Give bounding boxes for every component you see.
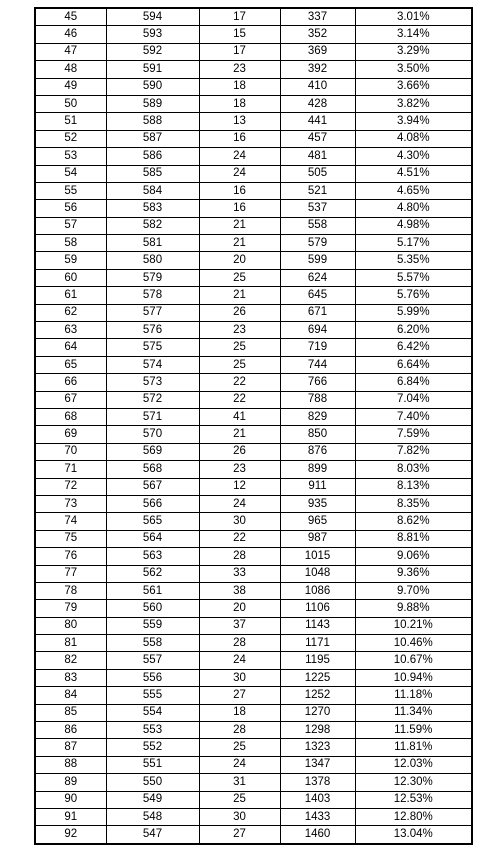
percent-cell: 11.34% (355, 704, 472, 721)
count-cell: 28 (199, 548, 280, 565)
score-cell: 579 (106, 269, 199, 286)
table-row (35, 43, 472, 60)
percent-cell: 3.14% (355, 26, 472, 43)
percent-cell: 11.81% (355, 739, 472, 756)
table-row (35, 548, 472, 565)
rank-cell: 62 (35, 304, 106, 321)
rank-cell: 76 (35, 548, 106, 565)
percent-cell: 7.59% (355, 426, 472, 443)
count-cell: 21 (199, 235, 280, 252)
count-cell: 31 (199, 774, 280, 791)
score-cell: 569 (106, 443, 199, 460)
table-row (35, 617, 472, 634)
percent-cell: 10.21% (355, 617, 472, 634)
cumulative-cell: 987 (280, 530, 355, 547)
cumulative-cell: 744 (280, 356, 355, 373)
table-row (35, 95, 472, 112)
rank-cell: 75 (35, 530, 106, 547)
score-cell: 566 (106, 495, 199, 512)
rank-cell: 89 (35, 774, 106, 791)
rank-cell: 71 (35, 461, 106, 478)
score-cell: 558 (106, 635, 199, 652)
count-cell: 21 (199, 287, 280, 304)
rank-cell: 85 (35, 704, 106, 721)
cumulative-cell: 876 (280, 443, 355, 460)
count-cell: 24 (199, 148, 280, 165)
data-table (34, 7, 473, 845)
percent-cell: 8.62% (355, 513, 472, 530)
percent-cell: 7.04% (355, 391, 472, 408)
cumulative-cell: 850 (280, 426, 355, 443)
rank-cell: 67 (35, 391, 106, 408)
count-cell: 28 (199, 635, 280, 652)
percent-cell: 5.35% (355, 252, 472, 269)
rank-cell: 63 (35, 322, 106, 339)
count-cell: 16 (199, 200, 280, 217)
count-cell: 18 (199, 95, 280, 112)
rank-cell: 86 (35, 722, 106, 739)
cumulative-cell: 1143 (280, 617, 355, 634)
score-cell: 568 (106, 461, 199, 478)
score-cell: 582 (106, 217, 199, 234)
table-row (35, 78, 472, 95)
count-cell: 20 (199, 252, 280, 269)
cumulative-cell: 1171 (280, 635, 355, 652)
rank-cell: 49 (35, 78, 106, 95)
score-cell: 581 (106, 235, 199, 252)
cumulative-cell: 1378 (280, 774, 355, 791)
cumulative-cell: 671 (280, 304, 355, 321)
percent-cell: 3.94% (355, 113, 472, 130)
percent-cell: 10.46% (355, 635, 472, 652)
count-cell: 41 (199, 408, 280, 425)
cumulative-cell: 521 (280, 182, 355, 199)
count-cell: 26 (199, 443, 280, 460)
rank-cell: 81 (35, 635, 106, 652)
score-cell: 586 (106, 148, 199, 165)
count-cell: 27 (199, 687, 280, 704)
percent-cell: 4.65% (355, 182, 472, 199)
count-cell: 16 (199, 182, 280, 199)
rank-cell: 82 (35, 652, 106, 669)
rank-cell: 69 (35, 426, 106, 443)
rank-cell: 54 (35, 165, 106, 182)
percent-cell: 3.50% (355, 61, 472, 78)
cumulative-cell: 599 (280, 252, 355, 269)
count-cell: 24 (199, 756, 280, 773)
percent-cell: 6.84% (355, 374, 472, 391)
cumulative-cell: 1195 (280, 652, 355, 669)
score-cell: 585 (106, 165, 199, 182)
score-cell: 591 (106, 61, 199, 78)
table-row (35, 704, 472, 721)
count-cell: 30 (199, 669, 280, 686)
table-body (35, 8, 472, 844)
cumulative-cell: 1347 (280, 756, 355, 773)
percent-cell: 4.98% (355, 217, 472, 234)
cumulative-cell: 1252 (280, 687, 355, 704)
count-cell: 26 (199, 304, 280, 321)
percent-cell: 13.04% (355, 826, 472, 844)
percent-cell: 5.17% (355, 235, 472, 252)
score-cell: 587 (106, 130, 199, 147)
table-row (35, 600, 472, 617)
score-cell: 563 (106, 548, 199, 565)
table-row (35, 374, 472, 391)
table-row (35, 565, 472, 582)
table-row (35, 26, 472, 43)
count-cell: 28 (199, 722, 280, 739)
table-row (35, 217, 472, 234)
table-row (35, 356, 472, 373)
table-row (35, 200, 472, 217)
rank-cell: 70 (35, 443, 106, 460)
cumulative-cell: 899 (280, 461, 355, 478)
percent-cell: 9.70% (355, 582, 472, 599)
percent-cell: 9.06% (355, 548, 472, 565)
cumulative-cell: 935 (280, 495, 355, 512)
table-row (35, 235, 472, 252)
cumulative-cell: 645 (280, 287, 355, 304)
score-cell: 576 (106, 322, 199, 339)
percent-cell: 10.94% (355, 669, 472, 686)
table-row (35, 652, 472, 669)
rank-cell: 65 (35, 356, 106, 373)
cumulative-cell: 1298 (280, 722, 355, 739)
score-cell: 560 (106, 600, 199, 617)
cumulative-cell: 1086 (280, 582, 355, 599)
count-cell: 21 (199, 426, 280, 443)
cumulative-cell: 457 (280, 130, 355, 147)
table-row (35, 443, 472, 460)
rank-cell: 61 (35, 287, 106, 304)
rank-cell: 48 (35, 61, 106, 78)
percent-cell: 4.80% (355, 200, 472, 217)
table-row (35, 461, 472, 478)
score-cell: 552 (106, 739, 199, 756)
percent-cell: 4.30% (355, 148, 472, 165)
score-cell: 578 (106, 287, 199, 304)
rank-cell: 66 (35, 374, 106, 391)
percent-cell: 8.13% (355, 478, 472, 495)
table-row (35, 687, 472, 704)
score-cell: 577 (106, 304, 199, 321)
table-row (35, 478, 472, 495)
table-row (35, 530, 472, 547)
percent-cell: 3.66% (355, 78, 472, 95)
percent-cell: 7.40% (355, 408, 472, 425)
score-cell: 551 (106, 756, 199, 773)
cumulative-cell: 1270 (280, 704, 355, 721)
table-row (35, 61, 472, 78)
cumulative-cell: 829 (280, 408, 355, 425)
count-cell: 18 (199, 78, 280, 95)
table-row (35, 165, 472, 182)
score-cell: 572 (106, 391, 199, 408)
percent-cell: 8.81% (355, 530, 472, 547)
percent-cell: 4.51% (355, 165, 472, 182)
count-cell: 24 (199, 652, 280, 669)
rank-cell: 58 (35, 235, 106, 252)
table-row (35, 269, 472, 286)
cumulative-cell: 1323 (280, 739, 355, 756)
cumulative-cell: 788 (280, 391, 355, 408)
percent-cell: 5.76% (355, 287, 472, 304)
cumulative-cell: 428 (280, 95, 355, 112)
score-cell: 589 (106, 95, 199, 112)
score-cell: 580 (106, 252, 199, 269)
table-row (35, 808, 472, 825)
rank-cell: 57 (35, 217, 106, 234)
count-cell: 33 (199, 565, 280, 582)
cumulative-cell: 911 (280, 478, 355, 495)
rank-cell: 79 (35, 600, 106, 617)
rank-cell: 68 (35, 408, 106, 425)
cumulative-cell: 579 (280, 235, 355, 252)
percent-cell: 6.64% (355, 356, 472, 373)
rank-cell: 60 (35, 269, 106, 286)
count-cell: 23 (199, 61, 280, 78)
rank-cell: 84 (35, 687, 106, 704)
count-cell: 17 (199, 8, 280, 26)
count-cell: 25 (199, 356, 280, 373)
count-cell: 30 (199, 513, 280, 530)
score-cell: 573 (106, 374, 199, 391)
rank-cell: 77 (35, 565, 106, 582)
percent-cell: 11.59% (355, 722, 472, 739)
cumulative-cell: 1106 (280, 600, 355, 617)
score-cell: 547 (106, 826, 199, 844)
cumulative-cell: 337 (280, 8, 355, 26)
percent-cell: 8.35% (355, 495, 472, 512)
percent-cell: 9.88% (355, 600, 472, 617)
cumulative-cell: 1048 (280, 565, 355, 582)
cumulative-cell: 766 (280, 374, 355, 391)
percent-cell: 12.03% (355, 756, 472, 773)
table-row (35, 322, 472, 339)
score-cell: 567 (106, 478, 199, 495)
cumulative-cell: 481 (280, 148, 355, 165)
rank-cell: 53 (35, 148, 106, 165)
rank-cell: 72 (35, 478, 106, 495)
table-row (35, 495, 472, 512)
score-cell: 553 (106, 722, 199, 739)
percent-cell: 3.82% (355, 95, 472, 112)
percent-cell: 12.53% (355, 791, 472, 808)
rank-cell: 74 (35, 513, 106, 530)
rank-cell: 87 (35, 739, 106, 756)
table-row (35, 8, 472, 26)
count-cell: 38 (199, 582, 280, 599)
score-cell: 561 (106, 582, 199, 599)
rank-cell: 50 (35, 95, 106, 112)
score-cell: 571 (106, 408, 199, 425)
score-cell: 590 (106, 78, 199, 95)
rank-cell: 90 (35, 791, 106, 808)
count-cell: 37 (199, 617, 280, 634)
percent-cell: 12.30% (355, 774, 472, 791)
cumulative-cell: 1015 (280, 548, 355, 565)
score-cell: 564 (106, 530, 199, 547)
rank-cell: 88 (35, 756, 106, 773)
cumulative-cell: 1433 (280, 808, 355, 825)
rank-cell: 51 (35, 113, 106, 130)
table-row (35, 791, 472, 808)
cumulative-cell: 558 (280, 217, 355, 234)
table-row (35, 113, 472, 130)
rank-cell: 47 (35, 43, 106, 60)
rank-cell: 80 (35, 617, 106, 634)
score-cell: 593 (106, 26, 199, 43)
count-cell: 17 (199, 43, 280, 60)
table-row (35, 635, 472, 652)
percent-cell: 5.57% (355, 269, 472, 286)
score-cell: 583 (106, 200, 199, 217)
count-cell: 25 (199, 791, 280, 808)
rank-cell: 73 (35, 495, 106, 512)
rank-cell: 52 (35, 130, 106, 147)
rank-cell: 78 (35, 582, 106, 599)
score-cell: 570 (106, 426, 199, 443)
table-row (35, 408, 472, 425)
count-cell: 22 (199, 391, 280, 408)
table-row (35, 391, 472, 408)
score-cell: 592 (106, 43, 199, 60)
cumulative-cell: 441 (280, 113, 355, 130)
table-row (35, 426, 472, 443)
cumulative-cell: 537 (280, 200, 355, 217)
cumulative-cell: 369 (280, 43, 355, 60)
rank-cell: 45 (35, 8, 106, 26)
table-row (35, 304, 472, 321)
score-cell: 562 (106, 565, 199, 582)
cumulative-cell: 1225 (280, 669, 355, 686)
count-cell: 20 (199, 600, 280, 617)
count-cell: 24 (199, 165, 280, 182)
cumulative-cell: 1403 (280, 791, 355, 808)
percent-cell: 5.99% (355, 304, 472, 321)
table-row (35, 148, 472, 165)
percent-cell: 6.20% (355, 322, 472, 339)
count-cell: 23 (199, 461, 280, 478)
cumulative-cell: 505 (280, 165, 355, 182)
table-row (35, 826, 472, 844)
count-cell: 23 (199, 322, 280, 339)
count-cell: 25 (199, 739, 280, 756)
score-cell: 556 (106, 669, 199, 686)
cumulative-cell: 624 (280, 269, 355, 286)
count-cell: 25 (199, 339, 280, 356)
score-cell: 588 (106, 113, 199, 130)
table-row (35, 339, 472, 356)
percent-cell: 11.18% (355, 687, 472, 704)
percent-cell: 3.01% (355, 8, 472, 26)
count-cell: 16 (199, 130, 280, 147)
count-cell: 24 (199, 495, 280, 512)
score-cell: 559 (106, 617, 199, 634)
percent-cell: 3.29% (355, 43, 472, 60)
score-cell: 557 (106, 652, 199, 669)
table-row (35, 182, 472, 199)
percent-cell: 4.08% (355, 130, 472, 147)
score-cell: 548 (106, 808, 199, 825)
rank-cell: 56 (35, 200, 106, 217)
table-row (35, 722, 472, 739)
rank-cell: 46 (35, 26, 106, 43)
rank-cell: 83 (35, 669, 106, 686)
percent-cell: 7.82% (355, 443, 472, 460)
score-cell: 594 (106, 8, 199, 26)
table-row (35, 774, 472, 791)
count-cell: 22 (199, 374, 280, 391)
table-row (35, 669, 472, 686)
score-cell: 574 (106, 356, 199, 373)
score-cell: 575 (106, 339, 199, 356)
rank-cell: 91 (35, 808, 106, 825)
rank-cell: 55 (35, 182, 106, 199)
score-cell: 550 (106, 774, 199, 791)
rank-cell: 92 (35, 826, 106, 844)
count-cell: 13 (199, 113, 280, 130)
table-row (35, 513, 472, 530)
count-cell: 30 (199, 808, 280, 825)
percent-cell: 9.36% (355, 565, 472, 582)
percent-cell: 6.42% (355, 339, 472, 356)
score-cell: 549 (106, 791, 199, 808)
score-cell: 554 (106, 704, 199, 721)
percent-cell: 12.80% (355, 808, 472, 825)
cumulative-cell: 719 (280, 339, 355, 356)
count-cell: 21 (199, 217, 280, 234)
percent-cell: 8.03% (355, 461, 472, 478)
count-cell: 22 (199, 530, 280, 547)
table-row (35, 287, 472, 304)
percent-cell: 10.67% (355, 652, 472, 669)
score-cell: 584 (106, 182, 199, 199)
table-row (35, 739, 472, 756)
rank-cell: 64 (35, 339, 106, 356)
score-cell: 555 (106, 687, 199, 704)
cumulative-cell: 352 (280, 26, 355, 43)
table-row (35, 582, 472, 599)
cumulative-cell: 965 (280, 513, 355, 530)
cumulative-cell: 392 (280, 61, 355, 78)
count-cell: 27 (199, 826, 280, 844)
cumulative-cell: 1460 (280, 826, 355, 844)
cumulative-cell: 410 (280, 78, 355, 95)
cumulative-cell: 694 (280, 322, 355, 339)
table-row (35, 756, 472, 773)
table-row (35, 130, 472, 147)
count-cell: 12 (199, 478, 280, 495)
score-cell: 565 (106, 513, 199, 530)
rank-cell: 59 (35, 252, 106, 269)
count-cell: 25 (199, 269, 280, 286)
table-row (35, 252, 472, 269)
data-table-container (34, 7, 471, 845)
count-cell: 15 (199, 26, 280, 43)
count-cell: 18 (199, 704, 280, 721)
